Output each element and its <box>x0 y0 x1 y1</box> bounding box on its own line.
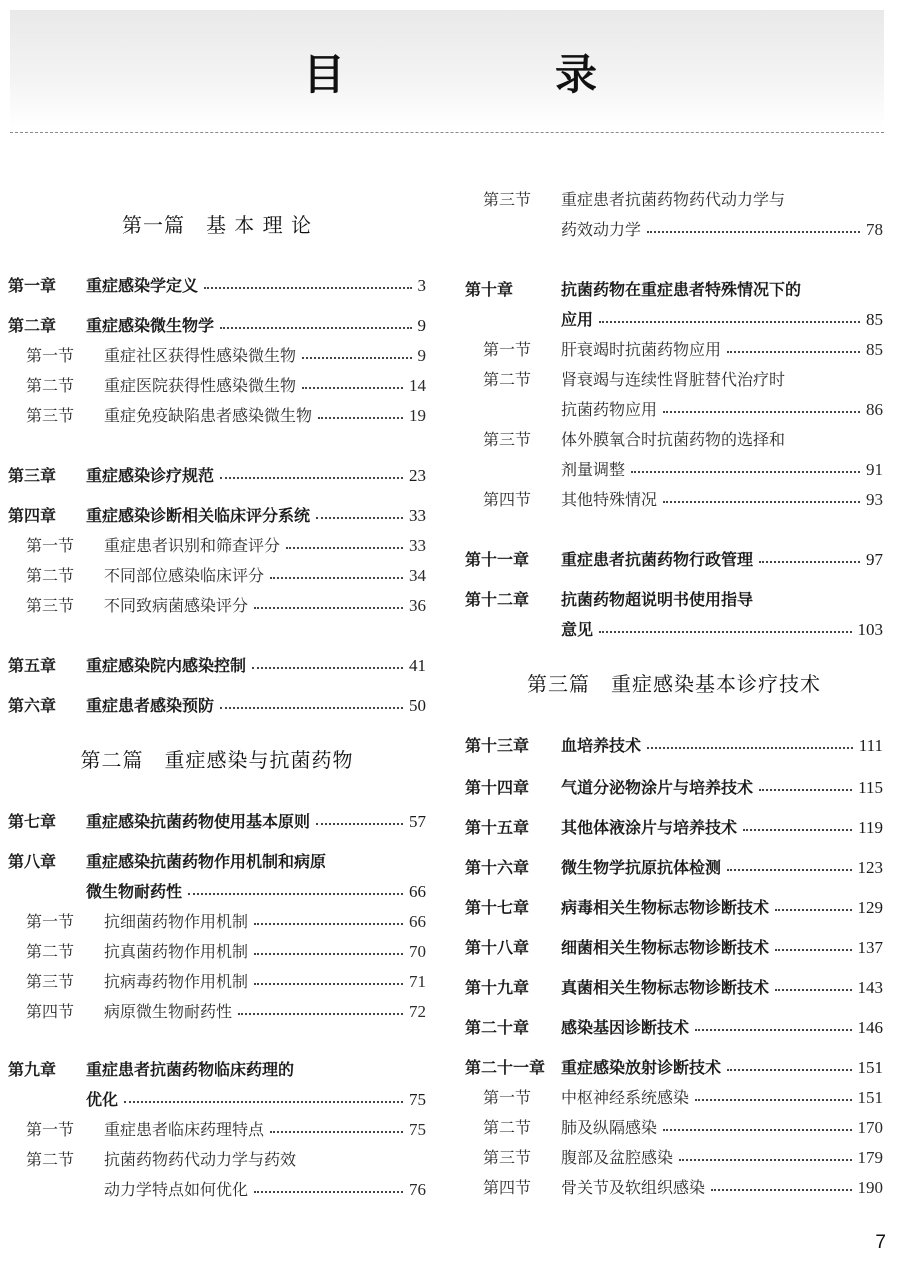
page-ref: 57 <box>409 812 426 831</box>
section-label <box>483 455 561 485</box>
dot-leader <box>204 287 411 289</box>
page-ref: 91 <box>866 460 883 479</box>
toc-chapter-entry[interactable] <box>8 1055 426 1085</box>
toc-chapter-entry[interactable] <box>8 311 426 341</box>
chapter-label: 第七章 <box>8 812 57 831</box>
toc-section-entry[interactable] <box>8 341 426 371</box>
dot-leader <box>302 357 411 359</box>
page-ref: 119 <box>858 818 883 837</box>
chapter-title: 感染基因诊断技术 <box>561 1018 690 1037</box>
dot-leader <box>270 1131 403 1133</box>
page-ref: 97 <box>866 550 883 569</box>
section-label: 第三节 <box>26 596 75 615</box>
dot-leader <box>743 829 852 831</box>
chapter-label <box>8 1085 86 1115</box>
section-label: 第四节 <box>483 490 532 509</box>
dot-leader <box>663 501 860 503</box>
section-label: 第一节 <box>483 340 532 359</box>
chapter-title: 重症感染诊断相关临床评分系统 <box>86 506 311 525</box>
toc-section-entry[interactable] <box>8 1145 426 1175</box>
chapter-label: 第十六章 <box>465 858 530 877</box>
chapter-label: 第三章 <box>8 466 57 485</box>
toc-section-entry[interactable] <box>465 335 883 365</box>
chapter-label: 第二章 <box>8 316 57 335</box>
chapter-title: 重症感染微生物学 <box>86 316 215 335</box>
section-title: 肾衰竭与连续性肾脏替代治疗时 <box>561 370 786 389</box>
page-ref: 9 <box>417 316 426 335</box>
section-title: 抗细菌药物作用机制 <box>104 912 249 931</box>
section-label: 第一节 <box>26 912 75 931</box>
dot-leader <box>695 1099 851 1101</box>
chapter-label: 第十八章 <box>465 938 530 957</box>
section-title: 重症患者临床药理特点 <box>104 1120 265 1139</box>
toc-section-entry[interactable] <box>465 1143 883 1173</box>
page-ref: 36 <box>409 596 426 615</box>
toc-chapter-entry[interactable] <box>8 651 426 681</box>
section-title: 抗真菌药物作用机制 <box>104 942 249 961</box>
toc-chapter-entry[interactable] <box>465 305 883 335</box>
section-label <box>483 215 561 245</box>
dot-leader <box>220 477 403 479</box>
chapter-title: 抗菌药物在重症患者特殊情况下的 <box>561 280 802 299</box>
chapter-label: 第四章 <box>8 506 57 525</box>
toc-chapter-entry[interactable] <box>8 501 426 531</box>
toc-chapter-entry[interactable] <box>465 973 883 1003</box>
dot-leader <box>124 1101 403 1103</box>
toc-chapter-entry[interactable] <box>465 893 883 923</box>
toc-chapter-entry[interactable] <box>8 461 426 491</box>
chapter-label <box>8 877 86 907</box>
dot-leader <box>727 351 860 353</box>
section-title: 腹部及盆腔感染 <box>561 1148 674 1167</box>
dot-leader <box>663 411 860 413</box>
dot-leader <box>254 1191 403 1193</box>
chapter-label: 第十九章 <box>465 978 530 997</box>
toc-chapter-entry[interactable] <box>465 1013 883 1043</box>
dot-leader <box>286 547 403 549</box>
chapter-label: 第五章 <box>8 656 57 675</box>
dot-leader <box>599 631 851 633</box>
toc-section-entry[interactable] <box>465 485 883 515</box>
toc-chapter-entry[interactable] <box>465 1053 883 1083</box>
chapter-label: 第八章 <box>8 852 57 871</box>
chapter-title: 真菌相关生物标志物诊断技术 <box>561 978 770 997</box>
toc-section-entry[interactable] <box>465 1173 883 1203</box>
section-title: 动力学特点如何优化 <box>104 1180 249 1199</box>
toc-section-entry[interactable] <box>465 395 883 425</box>
page-ref: 137 <box>857 938 883 957</box>
toc-chapter-entry[interactable] <box>465 853 883 883</box>
toc-section-entry[interactable] <box>465 365 883 395</box>
section-title: 病原微生物耐药性 <box>104 1002 233 1021</box>
section-label <box>483 395 561 425</box>
chapter-title: 重症感染诊疗规范 <box>86 466 215 485</box>
page-ref: 66 <box>409 912 426 931</box>
toc-section-entry[interactable] <box>8 401 426 431</box>
dot-leader <box>631 471 860 473</box>
page-ref: 190 <box>857 1178 883 1197</box>
page-ref: 179 <box>857 1148 883 1167</box>
section-title: 不同部位感染临床评分 <box>104 566 265 585</box>
page-ref: 170 <box>857 1118 883 1137</box>
page-ref: 115 <box>858 778 883 797</box>
toc-section-entry[interactable] <box>465 185 883 215</box>
toc-chapter-entry[interactable] <box>465 585 883 615</box>
chapter-label: 第十五章 <box>465 818 530 837</box>
toc-section-entry[interactable] <box>465 1083 883 1113</box>
dot-leader <box>727 1069 851 1071</box>
section-label: 第三节 <box>483 1148 532 1167</box>
chapter-title: 微生物耐药性 <box>86 882 183 901</box>
section-title: 重症医院获得性感染微生物 <box>104 376 297 395</box>
chapter-title: 优化 <box>86 1090 119 1109</box>
chapter-label: 第十四章 <box>465 778 530 797</box>
page-ref: 129 <box>857 898 883 917</box>
page-ref: 72 <box>409 1002 426 1021</box>
toc-section-entry[interactable] <box>8 371 426 401</box>
page-ref: 111 <box>858 736 883 755</box>
section-title: 体外膜氧合时抗菌药物的选择和 <box>561 430 786 449</box>
section-title: 肺及纵隔感染 <box>561 1118 658 1137</box>
page-ref: 78 <box>866 220 883 239</box>
chapter-label: 第十三章 <box>465 736 530 755</box>
section-title: 不同致病菌感染评分 <box>104 596 249 615</box>
toc-section-entry[interactable] <box>8 967 426 997</box>
toc-section-entry[interactable] <box>8 591 426 621</box>
chapter-label: 第十一章 <box>465 550 530 569</box>
page-ref: 19 <box>409 406 426 425</box>
section-label: 第二节 <box>483 1118 532 1137</box>
chapter-label: 第十二章 <box>465 590 530 609</box>
dot-leader <box>318 417 403 419</box>
section-label: 第一节 <box>483 1088 532 1107</box>
section-title: 抗菌药物应用 <box>561 400 658 419</box>
section-label: 第二节 <box>483 370 532 389</box>
toc-chapter-entry[interactable] <box>465 813 883 843</box>
section-label: 第二节 <box>26 566 75 585</box>
chapter-title: 其他体液涂片与培养技术 <box>561 818 738 837</box>
section-label: 第四节 <box>483 1178 532 1197</box>
chapter-label <box>465 305 561 335</box>
toc-section-entry[interactable] <box>8 1175 426 1205</box>
section-title: 抗菌药物药代动力学与药效 <box>104 1150 297 1169</box>
dot-leader <box>759 789 852 791</box>
dot-leader <box>220 707 403 709</box>
dot-leader <box>316 517 403 519</box>
section-title: 重症社区获得性感染微生物 <box>104 346 297 365</box>
toc-chapter-entry[interactable] <box>465 275 883 305</box>
toc-section-entry[interactable] <box>8 907 426 937</box>
toc-section-entry[interactable] <box>465 455 883 485</box>
dot-leader <box>188 893 403 895</box>
section-title: 药效动力学 <box>561 220 642 239</box>
page-ref: 70 <box>409 942 426 961</box>
toc-section-entry[interactable] <box>8 997 426 1027</box>
page-ref: 93 <box>866 490 883 509</box>
page-ref: 85 <box>866 340 883 359</box>
page-ref: 9 <box>417 346 426 365</box>
toc-chapter-entry[interactable] <box>8 1085 426 1115</box>
toc-chapter-entry[interactable] <box>465 545 883 575</box>
chapter-title: 病毒相关生物标志物诊断技术 <box>561 898 770 917</box>
page-ref: 41 <box>409 656 426 675</box>
section-label: 第二节 <box>26 942 75 961</box>
dot-leader <box>775 909 851 911</box>
chapter-label: 第九章 <box>8 1060 57 1079</box>
page-number: 7 <box>875 1232 886 1253</box>
page-ref: 3 <box>417 276 426 295</box>
chapter-title: 重症患者抗菌药物行政管理 <box>561 550 754 569</box>
chapter-label: 第十七章 <box>465 898 530 917</box>
chapter-label: 第十章 <box>465 280 514 299</box>
section-label: 第四节 <box>26 1002 75 1021</box>
dot-leader <box>254 923 403 925</box>
page-ref: 23 <box>409 466 426 485</box>
toc-chapter-entry[interactable] <box>465 773 883 803</box>
page-ref: 75 <box>409 1120 426 1139</box>
section-label: 第三节 <box>26 406 75 425</box>
dot-leader <box>316 823 403 825</box>
section-title: 重症患者抗菌药物药代动力学与 <box>561 190 786 209</box>
chapter-label: 第二十章 <box>465 1018 530 1037</box>
dot-leader <box>254 983 403 985</box>
chapter-title: 重症患者抗菌药物临床药理的 <box>86 1060 295 1079</box>
chapter-title: 重症感染院内感染控制 <box>86 656 247 675</box>
chapter-title: 抗菌药物超说明书使用指导 <box>561 590 754 609</box>
toc-chapter-entry[interactable] <box>465 615 883 645</box>
dot-leader <box>695 1029 851 1031</box>
page-ref: 151 <box>857 1058 883 1077</box>
dot-leader <box>663 1129 851 1131</box>
page-ref: 86 <box>866 400 883 419</box>
toc-section-entry[interactable] <box>8 1115 426 1145</box>
dot-leader <box>270 577 403 579</box>
page-title: 目 录 <box>302 50 681 99</box>
chapter-title: 应用 <box>561 310 594 329</box>
toc-section-entry[interactable] <box>465 1113 883 1143</box>
dot-leader <box>252 667 403 669</box>
section-title: 抗病毒药物作用机制 <box>104 972 249 991</box>
dot-leader <box>711 1189 851 1191</box>
dot-leader <box>302 387 403 389</box>
toc-chapter-entry[interactable] <box>8 877 426 907</box>
dot-leader <box>238 1013 403 1015</box>
part-heading: 第一篇 基 本 理 论 <box>121 213 313 237</box>
chapter-title: 微生物学抗原抗体检测 <box>561 858 722 877</box>
page-ref: 14 <box>409 376 426 395</box>
section-title: 肝衰竭时抗菌药物应用 <box>561 340 722 359</box>
chapter-label: 第二十一章 <box>465 1058 546 1077</box>
page-ref: 85 <box>866 310 883 329</box>
section-title: 重症免疫缺陷患者感染微生物 <box>104 406 313 425</box>
dot-leader <box>647 231 860 233</box>
dot-leader <box>254 607 403 609</box>
chapter-title: 重症感染放射诊断技术 <box>561 1058 722 1077</box>
section-label: 第一节 <box>26 346 75 365</box>
section-label: 第一节 <box>26 536 75 555</box>
toc-section-entry[interactable] <box>465 215 883 245</box>
toc-chapter-entry[interactable] <box>465 731 883 761</box>
dot-leader <box>679 1159 851 1161</box>
chapter-title: 重症感染学定义 <box>86 276 199 295</box>
chapter-title: 气道分泌物涂片与培养技术 <box>561 778 754 797</box>
chapter-title: 意见 <box>561 620 594 639</box>
chapter-title: 血培养技术 <box>561 736 642 755</box>
section-title: 中枢神经系统感染 <box>561 1088 690 1107</box>
chapter-label: 第一章 <box>8 276 57 295</box>
dot-leader <box>254 953 403 955</box>
page-ref: 33 <box>409 506 426 525</box>
section-title: 重症患者识别和筛查评分 <box>104 536 281 555</box>
part-heading: 第三篇 重症感染基本诊疗技术 <box>527 672 821 696</box>
section-title: 剂量调整 <box>561 460 626 479</box>
toc-chapter-entry[interactable] <box>8 691 426 721</box>
header-divider <box>10 132 884 133</box>
toc-section-entry[interactable] <box>8 561 426 591</box>
toc-section-entry[interactable] <box>8 531 426 561</box>
page-ref: 33 <box>409 536 426 555</box>
section-label: 第三节 <box>483 190 532 209</box>
section-title: 骨关节及软组织感染 <box>561 1178 706 1197</box>
chapter-title: 细菌相关生物标志物诊断技术 <box>561 938 770 957</box>
chapter-title: 重症感染抗菌药物作用机制和病原 <box>86 852 327 871</box>
page-ref: 75 <box>409 1090 426 1109</box>
page-ref: 76 <box>409 1180 426 1199</box>
dot-leader <box>727 869 851 871</box>
section-label: 第一节 <box>26 1120 75 1139</box>
section-label: 第二节 <box>26 376 75 395</box>
toc-section-entry[interactable] <box>8 937 426 967</box>
section-label: 第三节 <box>26 972 75 991</box>
toc-chapter-entry[interactable] <box>8 807 426 837</box>
chapter-title: 重症患者感染预防 <box>86 696 215 715</box>
section-label <box>26 1175 104 1205</box>
section-title: 其他特殊情况 <box>561 490 658 509</box>
page-ref: 146 <box>857 1018 883 1037</box>
section-label: 第三节 <box>483 430 532 449</box>
toc-section-entry[interactable] <box>465 425 883 455</box>
dot-leader <box>759 561 860 563</box>
page-ref: 151 <box>857 1088 883 1107</box>
dot-leader <box>220 327 411 329</box>
chapter-label <box>465 615 561 645</box>
chapter-title: 重症感染抗菌药物使用基本原则 <box>86 812 311 831</box>
page-ref: 66 <box>409 882 426 901</box>
page-ref: 71 <box>409 972 426 991</box>
toc-chapter-entry[interactable] <box>8 271 426 301</box>
page-ref: 103 <box>857 620 883 639</box>
dot-leader <box>775 949 851 951</box>
page-ref: 34 <box>409 566 426 585</box>
page-ref: 123 <box>857 858 883 877</box>
dot-leader <box>647 747 853 749</box>
dot-leader <box>775 989 851 991</box>
section-label: 第二节 <box>26 1150 75 1169</box>
toc-chapter-entry[interactable] <box>8 847 426 877</box>
part-heading: 第二篇 重症感染与抗菌药物 <box>80 748 354 772</box>
page-ref: 50 <box>409 696 426 715</box>
dot-leader <box>599 321 860 323</box>
page-ref: 143 <box>857 978 883 997</box>
toc-chapter-entry[interactable] <box>465 933 883 963</box>
chapter-label: 第六章 <box>8 696 57 715</box>
